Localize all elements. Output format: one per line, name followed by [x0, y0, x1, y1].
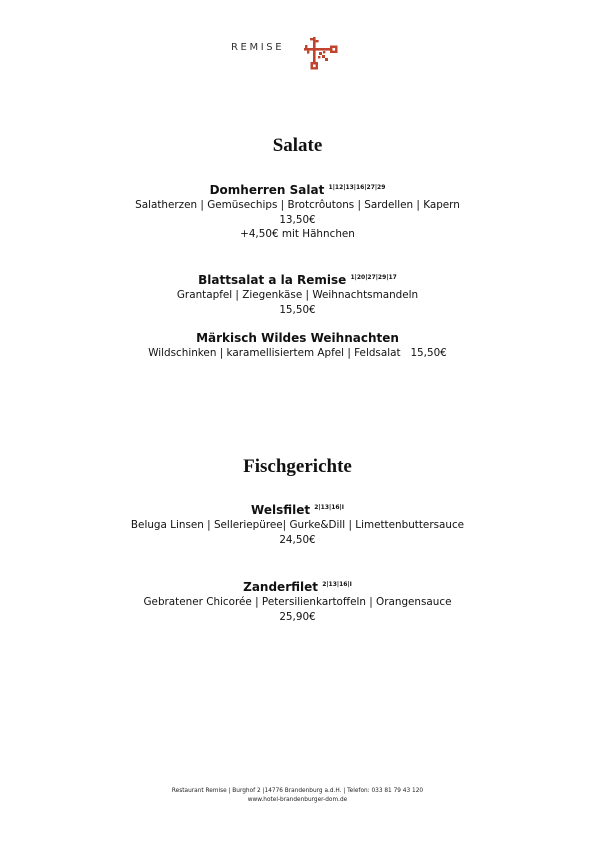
dish-price: 25,90€ [279, 610, 316, 623]
dish-price: 13,50€ [279, 213, 316, 226]
dish-maerkisch-wildes-weihnachten [0, 331, 595, 361]
dish-description: Grantapfel | Ziegenkäse | Weihnachtsmandeln [176, 289, 419, 301]
footer-website: www.hotel-brandenburger-dom.de [247, 797, 348, 803]
allergen-codes: 2|13|16|I [314, 504, 344, 511]
dish-blattsalat [0, 270, 595, 317]
logo-text: REMISE [231, 42, 285, 53]
dish-description: Beluga Linsen | Selleriepüree| Gurke&Dill | Limettenbuttersauce [130, 519, 465, 531]
dish-zanderfilet [0, 577, 595, 624]
dish-domherren-salat [0, 180, 595, 242]
dish-name: Blattsalat a la Remise $^{1|20|27|29|17}$ [198, 273, 397, 287]
dish-extra: +4,50€ mit Hähnchen [240, 228, 355, 240]
dish-name: Märkisch Wildes Weihnachten [196, 331, 399, 345]
dish-description: Salatherzen | Gemüsechips | Brotcrôutons | Sardellen | Kapern [135, 199, 460, 211]
logo [231, 36, 341, 72]
dish-price: 15,50€ [279, 303, 316, 316]
dish-description: Wildschinken | karamellisiertem Apfel | Feldsalat 15,50€ [148, 347, 447, 359]
dish-welsfilet [0, 500, 595, 547]
allergen-codes: 1|20|27|29|17 [350, 274, 397, 281]
dish-name: Welsfilet $^{2|13|16|I}$ [251, 503, 344, 517]
footer-address: Restaurant Remise | Burghof 2 |14776 Brandenburg a.d.H. | Telefon: 033 81 79 43 120 [171, 788, 424, 794]
allergen-codes: 2|13|16|I [322, 581, 352, 588]
dish-name: Domherren Salat $^{1|12|13|16|27|29}$ [209, 183, 386, 197]
dish-description: Gebratener Chicorée | Petersilienkartoffeln | Orangensauce [143, 596, 452, 608]
cross-keys-icon [303, 36, 339, 72]
dish-name: Zanderfilet $^{2|13|16|I}$ [243, 580, 352, 594]
section-title-fischgerichte: Fischgerichte [243, 456, 352, 477]
dish-price: 24,50€ [279, 533, 316, 546]
section-title-salate: Salate [272, 135, 323, 156]
footer [0, 787, 595, 805]
allergen-codes: 1|12|13|16|27|29 [328, 184, 386, 191]
